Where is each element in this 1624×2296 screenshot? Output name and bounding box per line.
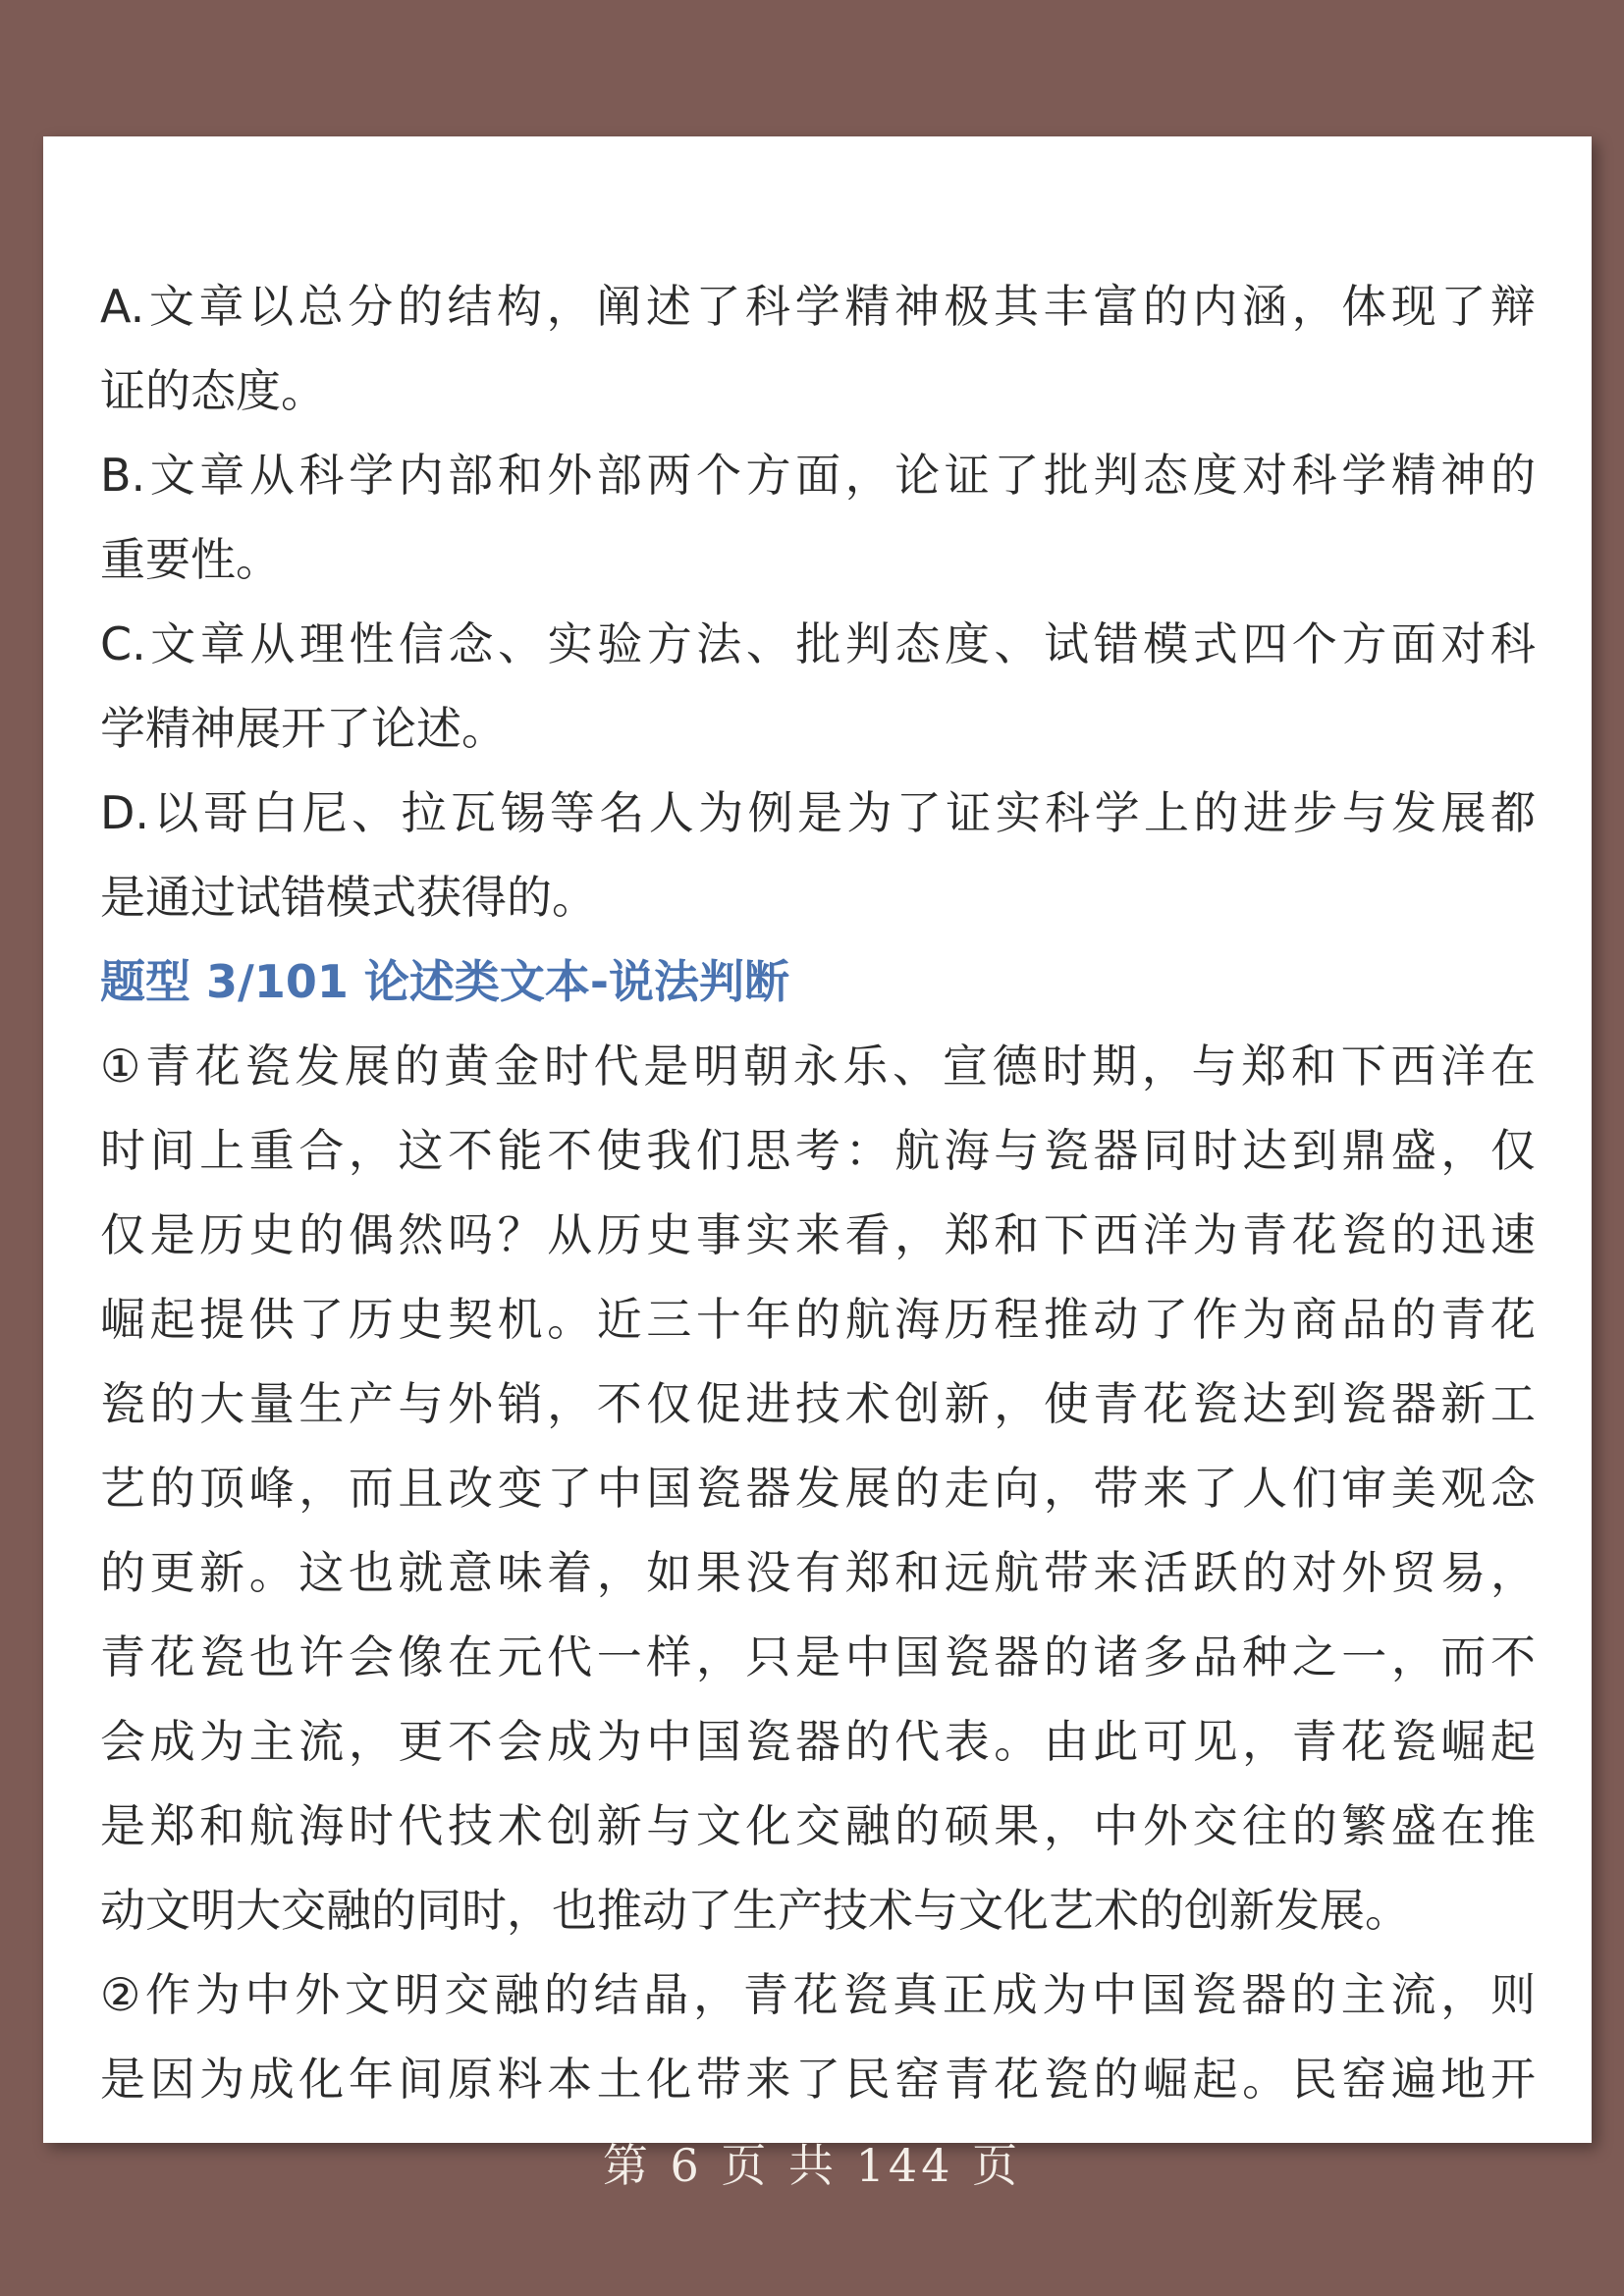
option-d-line-2: 是通过试错模式获得的。	[100, 871, 597, 924]
paragraph-line: 动文明大交融的同时，也推动了生产技术与文化艺术的创新发展。	[100, 1884, 1410, 1937]
paragraph-line: 是郑和航海时代技术创新与文化交融的硕果，中外交往的繁盛在推	[100, 1799, 1536, 1852]
option-b-line-2: 重要性。	[100, 533, 281, 586]
document-page	[43, 136, 1592, 2143]
paragraph-line: ①青花瓷发展的黄金时代是明朝永乐、宣德时期，与郑和下西洋在	[100, 1040, 1536, 1093]
paragraph-line: 是因为成化年间原料本土化带来了民窑青花瓷的崛起。民窑遍地开	[100, 2053, 1536, 2106]
paragraph-line: 青花瓷也许会像在元代一样，只是中国瓷器的诸多品种之一，而不	[100, 1630, 1536, 1683]
paragraph-line: 会成为主流，更不会成为中国瓷器的代表。由此可见，青花瓷崛起	[100, 1715, 1536, 1768]
paragraph-line: 瓷的大量生产与外销，不仅促进技术创新，使青花瓷达到瓷器新工	[100, 1377, 1536, 1430]
paragraph-line: ②作为中外文明交融的结晶，青花瓷真正成为中国瓷器的主流，则	[100, 1968, 1536, 2021]
option-c-line-1: C.文章从理性信念、实验方法、批判态度、试错模式四个方面对科	[100, 617, 1536, 670]
option-d-line-1: D.以哥白尼、拉瓦锡等名人为例是为了证实科学上的进步与发展都	[100, 786, 1536, 839]
section-heading: 题型 3/101 论述类文本-说法判断	[100, 955, 789, 1008]
paragraph-line: 时间上重合，这不能不使我们思考：航海与瓷器同时达到鼎盛，仅	[100, 1124, 1536, 1177]
paragraph-line: 仅是历史的偶然吗？从历史事实来看，郑和下西洋为青花瓷的迅速	[100, 1208, 1536, 1261]
paragraph-line: 艺的顶峰，而且改变了中国瓷器发展的走向，带来了人们审美观念	[100, 1462, 1536, 1515]
option-b-line-1: B.文章从科学内部和外部两个方面，论证了批判态度对科学精神的	[100, 449, 1536, 502]
page-number: 第 6 页 共 144 页	[602, 2139, 1022, 2192]
paragraph-line: 的更新。这也就意味着，如果没有郑和远航带来活跃的对外贸易，	[100, 1546, 1536, 1599]
option-c-line-2: 学精神展开了论述。	[100, 702, 507, 755]
page-content	[100, 264, 1536, 2121]
option-a-line-1: A.文章以总分的结构，阐述了科学精神极其丰富的内涵，体现了辩	[100, 280, 1536, 333]
paragraph-line: 崛起提供了历史契机。近三十年的航海历程推动了作为商品的青花	[100, 1293, 1536, 1346]
option-a-line-2: 证的态度。	[100, 364, 326, 417]
